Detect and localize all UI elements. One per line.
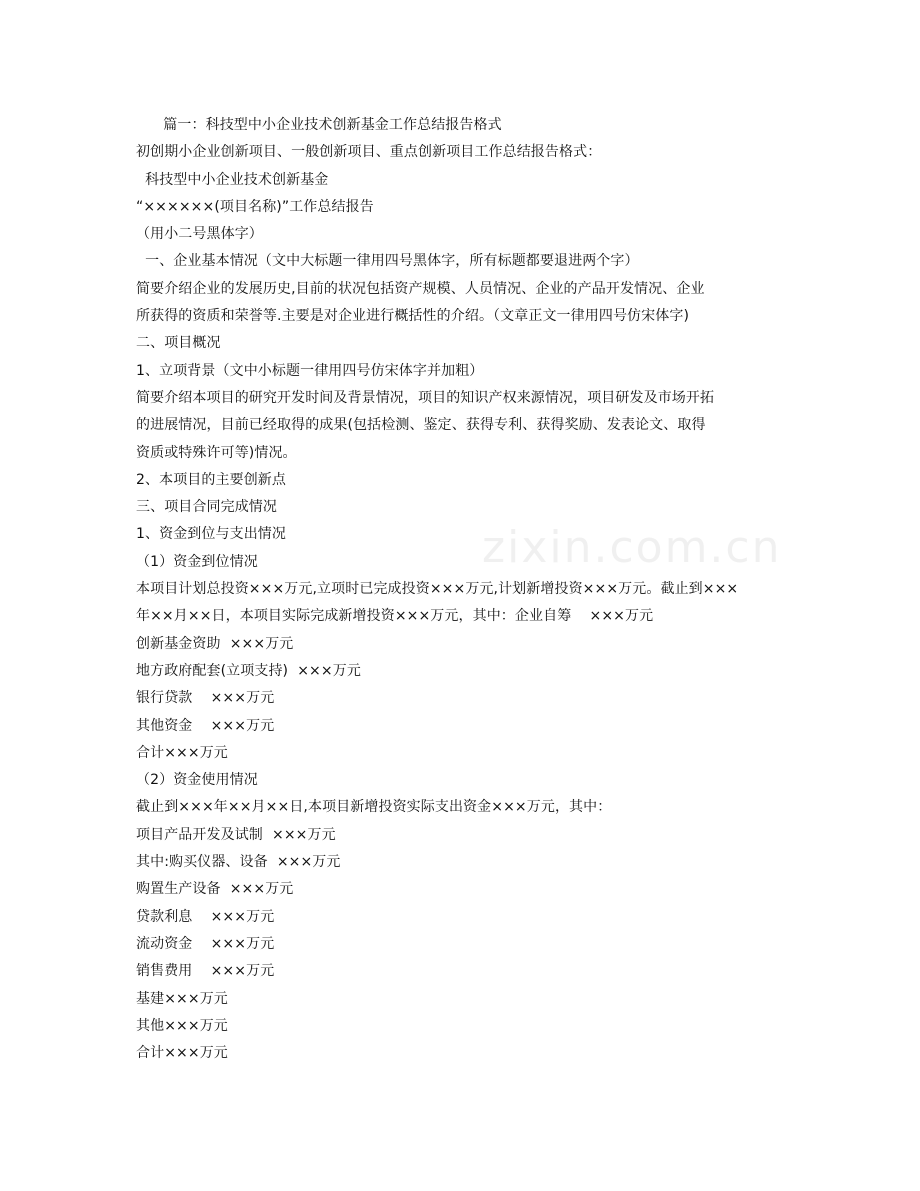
text-line: 本项目计划总投资×××万元,立项时已完成投资×××万元,计划新增投资×××万元。截止到××× (136, 581, 739, 598)
subsection-heading: （2）资金使用情况 (136, 772, 258, 789)
document-title: 篇一：科技型中小企业技术创新基金工作总结报告格式 (136, 117, 502, 133)
text-line: 销售费用 ×××万元 (136, 963, 275, 980)
text-line: 合计×××万元 (136, 1045, 228, 1062)
subsection-heading: 1、资金到位与支出情况 (136, 526, 287, 543)
text-line: 其他×××万元 (136, 1017, 228, 1034)
subsection-heading: （1）资金到位情况 (136, 553, 258, 570)
text-line: 简要介绍本项目的研究开发时间及背景情况，项目的知识产权来源情况，项目研发及市场开拓 (136, 389, 715, 406)
text-line: 简要介绍企业的发展历史,目前的状况包括资产规模、人员情况、企业的产品开发情况、企业 (136, 280, 705, 297)
text-line: 地方政府配套(立项支持) ×××万元 (136, 662, 361, 679)
text-line: （用小二号黑体字） (136, 226, 263, 243)
text-line: 资质或特殊许可等)情况。 (136, 444, 297, 461)
text-line: 银行贷款 ×××万元 (136, 690, 275, 707)
text-line: 购置生产设备 ×××万元 (136, 881, 294, 898)
text-line: 科技型中小企业技术创新基金 (136, 171, 329, 188)
text-line: 的进展情况，目前已经取得的成果(包括检测、鉴定、获得专利、获得奖励、发表论文、取得 (136, 417, 706, 434)
section-heading: 三、项目合同完成情况 (136, 499, 277, 516)
text-line: 年××月××日，本项目实际完成新增投资×××万元，其中：企业自筹 ×××万元 (136, 608, 654, 625)
text-line: “××××××(项目名称)”工作总结报告 (136, 198, 374, 215)
section-heading: 一、企业基本情况（文中大标题一律用四号黑体字，所有标题都要退进两个字） (136, 253, 639, 270)
text-line: 基建×××万元 (136, 990, 228, 1007)
text-line: 所获得的资质和荣誉等.主要是对企业进行概括性的介绍。（文章正文一律用四号仿宋体字) (136, 308, 690, 325)
subsection-heading: 2、本项目的主要创新点 (136, 471, 287, 488)
watermark: zixin.com.cn (482, 522, 782, 573)
text-line: 其他资金 ×××万元 (136, 717, 275, 734)
text-line: 贷款利息 ×××万元 (136, 908, 275, 925)
text-line: 项目产品开发及试制 ×××万元 (136, 826, 336, 843)
text-line: 合计×××万元 (136, 744, 228, 761)
section-heading: 二、项目概况 (136, 335, 221, 352)
text-line: 截止到×××年××月××日,本项目新增投资实际支出资金×××万元，其中： (136, 799, 612, 816)
document-body (136, 112, 786, 1067)
subsection-heading: 1、立项背景（文中小标题一律用四号仿宋体字并加粗） (136, 362, 484, 379)
text-line: 创新基金资助 ×××万元 (136, 635, 294, 652)
text-line: 初创期小企业创新项目、一般创新项目、重点创新项目工作总结报告格式： (136, 144, 602, 161)
text-line: 其中:购买仪器、设备 ×××万元 (136, 854, 341, 871)
text-line: 流动资金 ×××万元 (136, 935, 275, 952)
